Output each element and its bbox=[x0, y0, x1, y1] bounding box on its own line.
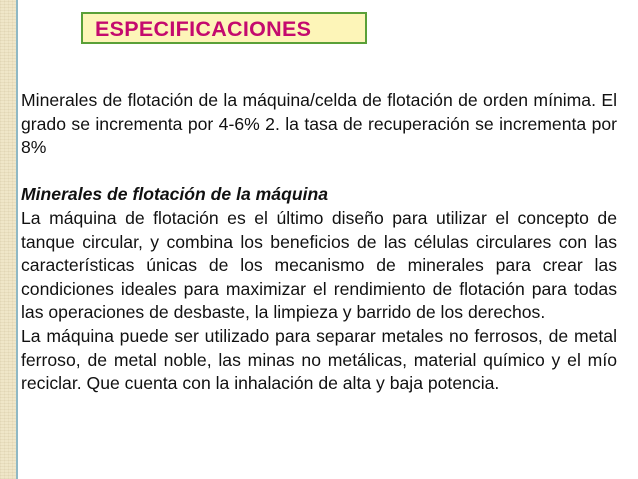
section-subheading: Minerales de flotación de la máquina bbox=[21, 184, 328, 205]
slide-body bbox=[21, 89, 617, 396]
slide-title: ESPECIFICACIONES bbox=[95, 17, 312, 41]
title-box bbox=[81, 12, 367, 44]
body-paragraph-2: La máquina puede ser utilizado para separar metales no ferrosos, de metal ferroso, de metal noble, las minas no metálicas, material químico y el mío reciclar. Que cuenta con la inhalación de alta y baja potencia. bbox=[21, 325, 617, 394]
decorative-side-strip bbox=[0, 0, 18, 479]
paragraph-spacer bbox=[21, 160, 617, 184]
intro-paragraph: Minerales de flotación de la máquina/celda de flotación de orden mínima. El grado se incrementa por 4-6% 2. la tasa de recuperación se incrementa por 8% bbox=[21, 90, 617, 158]
body-paragraph-1: La máquina de flotación es el último diseño para utilizar el concepto de tanque circular, y combina los beneficios de las células circulares con las características únicas de los mecanismo de minerales para crear las condiciones ideales para maximizar el rendimiento de flotación para todas las operaciones de desbaste, la limpieza y barrido de los derechos. bbox=[21, 207, 617, 323]
